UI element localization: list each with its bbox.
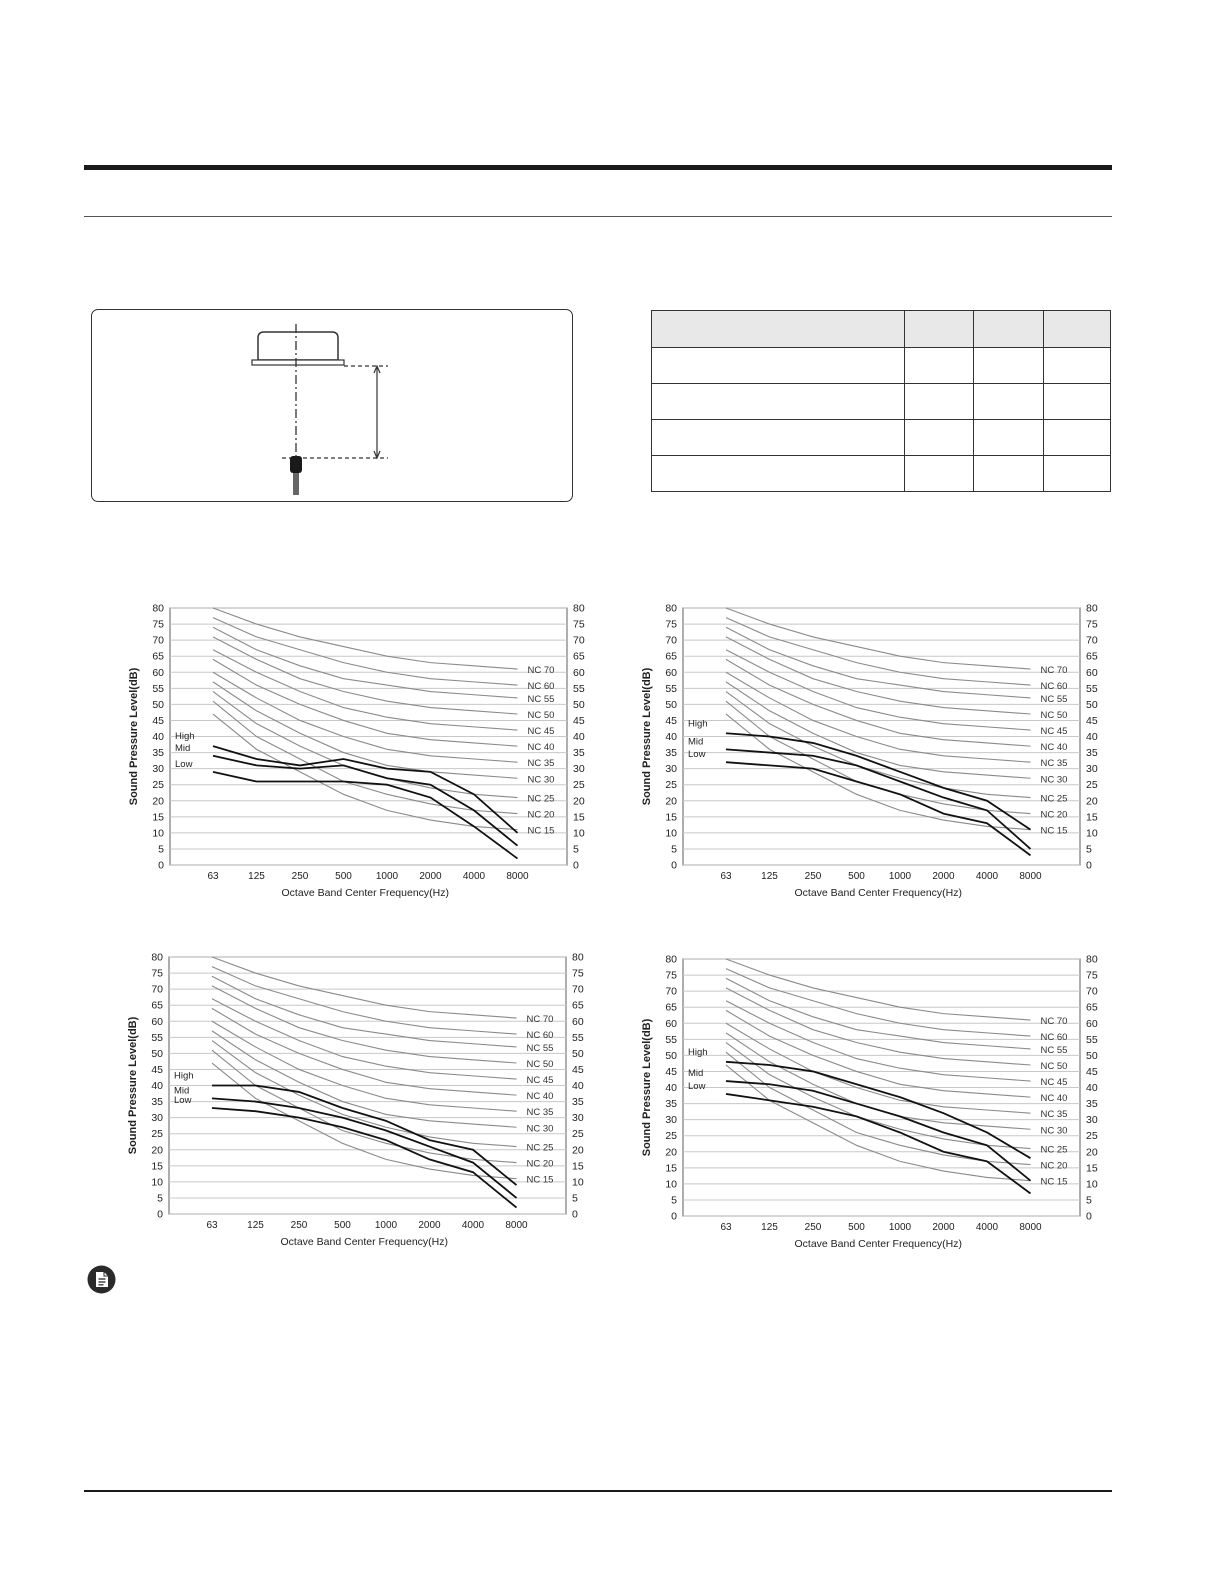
x-tick-label: 125 xyxy=(247,1220,264,1231)
table-cell xyxy=(974,420,1044,456)
y-tick-label: 80 xyxy=(151,951,163,964)
nc-curve-label: NC 25 xyxy=(1040,793,1068,805)
nc-curve-label: NC 60 xyxy=(527,681,555,693)
x-tick-label: 2000 xyxy=(932,871,955,882)
y-tick-label: 25 xyxy=(151,1128,163,1141)
nc-curve-label: NC 25 xyxy=(527,793,555,805)
y-tick-label: 55 xyxy=(665,1033,677,1046)
nc-curve-label: NC 25 xyxy=(526,1142,554,1154)
nc-curve-label: NC 30 xyxy=(527,774,555,786)
y-tick-label-right: 25 xyxy=(1086,779,1098,792)
y-tick-label: 15 xyxy=(665,811,677,824)
nc-curve-label: NC 35 xyxy=(527,758,555,770)
nc-curve-label: NC 50 xyxy=(1040,1061,1068,1073)
x-tick-label: 8000 xyxy=(1019,871,1042,882)
y-tick-label: 75 xyxy=(152,618,164,631)
y-tick-label: 20 xyxy=(665,1146,677,1159)
nc-chart-1 xyxy=(120,598,590,898)
y-tick-label-right: 55 xyxy=(1086,682,1098,695)
y-tick-label: 5 xyxy=(671,1194,677,1207)
table-cell xyxy=(974,456,1044,492)
nc-curve-label: NC 70 xyxy=(1040,665,1068,677)
nc-curve-label: NC 55 xyxy=(527,693,555,705)
measurement-diagram-drawing xyxy=(92,310,574,503)
nc-chart-4 xyxy=(633,949,1103,1249)
series-label: High xyxy=(688,1046,708,1058)
x-tick-label: 2000 xyxy=(418,1220,441,1231)
table-cell xyxy=(1044,420,1111,456)
table-cell xyxy=(1044,456,1111,492)
nc-curve-label: NC 55 xyxy=(1040,1044,1068,1056)
nc-curve-label: NC 15 xyxy=(526,1174,554,1186)
y-tick-label: 5 xyxy=(671,843,677,856)
y-tick-label: 45 xyxy=(151,1063,163,1076)
nc-curve-label: NC 35 xyxy=(1040,758,1068,770)
y-tick-label: 65 xyxy=(665,650,677,663)
y-tick-label-right: 20 xyxy=(572,1144,584,1157)
y-tick-label: 65 xyxy=(152,650,164,663)
y-tick-label-right: 75 xyxy=(1086,618,1098,631)
y-tick-label-right: 15 xyxy=(573,811,585,824)
y-tick-label: 80 xyxy=(152,602,164,615)
y-tick-label-right: 0 xyxy=(572,1208,578,1221)
y-tick-label: 0 xyxy=(158,859,164,872)
table-header-cell xyxy=(652,311,905,348)
y-tick-label: 60 xyxy=(152,666,164,679)
y-tick-label-right: 10 xyxy=(573,827,585,840)
nc-curve-label: NC 60 xyxy=(1040,1032,1068,1044)
y-tick-label: 70 xyxy=(665,634,677,647)
y-tick-label: 50 xyxy=(665,1049,677,1062)
nc-curve-label: NC 40 xyxy=(526,1091,554,1103)
y-tick-label-right: 45 xyxy=(1086,714,1098,727)
y-tick-label: 45 xyxy=(665,714,677,727)
y-tick-label: 30 xyxy=(151,1112,163,1125)
nc-curve-label: NC 40 xyxy=(1040,1093,1068,1105)
table-cell xyxy=(652,348,905,384)
y-tick-label: 40 xyxy=(665,731,677,743)
indoor-unit-shape xyxy=(258,332,338,360)
nc-curve-label: NC 20 xyxy=(527,809,555,821)
y-tick-label: 30 xyxy=(665,1114,677,1127)
x-tick-label: 63 xyxy=(720,1222,732,1233)
y-tick-label: 5 xyxy=(157,1192,163,1205)
y-tick-label: 80 xyxy=(665,953,677,966)
x-tick-label: 250 xyxy=(291,871,309,882)
nc-curve-label: NC 60 xyxy=(526,1030,554,1042)
y-tick-label: 65 xyxy=(151,999,163,1012)
nc-curve-label: NC 15 xyxy=(1040,1176,1068,1188)
y-tick-label: 75 xyxy=(665,618,677,631)
y-tick-label: 70 xyxy=(665,985,677,998)
table-header-cell xyxy=(1044,311,1111,348)
y-tick-label: 25 xyxy=(152,779,164,792)
x-axis-label: Octave Band Center Frequency(Hz) xyxy=(794,887,962,898)
nc-curve-label: NC 50 xyxy=(1040,710,1068,722)
header-rule-thin xyxy=(84,216,1112,217)
y-tick-label-right: 80 xyxy=(573,602,585,615)
y-tick-label-right: 15 xyxy=(1086,811,1098,824)
y-tick-label: 15 xyxy=(665,1162,677,1175)
series-label: Low xyxy=(688,749,706,761)
microphone-stand xyxy=(293,473,299,495)
y-tick-label: 40 xyxy=(665,1082,677,1094)
y-tick-label: 75 xyxy=(151,967,163,980)
y-tick-label: 35 xyxy=(151,1096,163,1109)
x-tick-label: 250 xyxy=(804,871,822,882)
y-tick-label-right: 65 xyxy=(1086,1001,1098,1014)
y-tick-label-right: 60 xyxy=(1086,666,1098,679)
y-tick-label: 50 xyxy=(665,698,677,711)
y-tick-label-right: 50 xyxy=(572,1047,584,1060)
nc-curve-label: NC 40 xyxy=(527,742,555,754)
nc-curve-label: NC 45 xyxy=(1040,1077,1068,1089)
y-tick-label-right: 75 xyxy=(572,967,584,980)
nc-curve-label: NC 35 xyxy=(1040,1109,1068,1121)
y-tick-label-right: 0 xyxy=(1086,859,1092,872)
y-tick-label: 20 xyxy=(151,1144,163,1157)
x-axis-label: Octave Band Center Frequency(Hz) xyxy=(794,1238,962,1249)
y-tick-label-right: 15 xyxy=(1086,1162,1098,1175)
y-tick-label-right: 70 xyxy=(1086,985,1098,998)
y-tick-label-right: 80 xyxy=(1086,953,1098,966)
y-tick-label: 55 xyxy=(151,1031,163,1044)
y-tick-label-right: 10 xyxy=(1086,827,1098,840)
y-tick-label: 25 xyxy=(665,1130,677,1143)
y-tick-label: 0 xyxy=(671,859,677,872)
x-tick-label: 63 xyxy=(720,871,732,882)
nc-curve-label: NC 55 xyxy=(526,1042,554,1054)
y-tick-label: 15 xyxy=(152,811,164,824)
table-cell xyxy=(905,456,974,492)
series-label: High xyxy=(174,1070,194,1082)
table-cell xyxy=(652,456,905,492)
y-tick-label-right: 20 xyxy=(573,795,585,808)
y-tick-label-right: 20 xyxy=(1086,1146,1098,1159)
y-tick-label-right: 25 xyxy=(573,779,585,792)
y-tick-label-right: 45 xyxy=(573,714,585,727)
x-tick-label: 8000 xyxy=(1019,1222,1042,1233)
nc-curve-label: NC 15 xyxy=(527,825,555,837)
table-cell xyxy=(905,384,974,420)
x-tick-label: 1000 xyxy=(375,871,399,882)
y-tick-label-right: 35 xyxy=(572,1096,584,1109)
table-cell xyxy=(905,420,974,456)
x-tick-label: 250 xyxy=(804,1222,822,1233)
series-label: Low xyxy=(688,1080,706,1092)
nc-curve-label: NC 30 xyxy=(526,1123,554,1135)
y-tick-label-right: 55 xyxy=(1086,1033,1098,1046)
x-tick-label: 2000 xyxy=(419,871,442,882)
y-tick-label: 0 xyxy=(157,1208,163,1221)
y-tick-label: 80 xyxy=(665,602,677,615)
table-row xyxy=(652,420,1111,456)
nc-curve-label: NC 50 xyxy=(527,710,555,722)
y-tick-label-right: 25 xyxy=(572,1128,584,1141)
x-tick-label: 8000 xyxy=(505,1220,528,1231)
y-tick-label-right: 30 xyxy=(573,763,585,776)
y-tick-label-right: 15 xyxy=(572,1160,584,1173)
header-rule-thick xyxy=(84,165,1112,170)
x-tick-label: 4000 xyxy=(461,1220,485,1231)
y-tick-label: 30 xyxy=(665,763,677,776)
y-tick-label-right: 10 xyxy=(572,1176,584,1189)
table-cell xyxy=(905,348,974,384)
x-tick-label: 500 xyxy=(334,1220,351,1231)
y-tick-label: 35 xyxy=(665,1098,677,1111)
table-header-cell xyxy=(974,311,1044,348)
y-tick-label: 20 xyxy=(152,795,164,808)
series-label: Mid xyxy=(688,1068,704,1080)
y-axis-label: Sound Pressure Level(dB) xyxy=(127,1016,139,1155)
y-tick-label-right: 50 xyxy=(1086,698,1098,711)
x-tick-label: 125 xyxy=(761,1222,778,1233)
nc-curve-label: NC 55 xyxy=(1040,693,1068,705)
spec-table xyxy=(651,310,1111,492)
y-tick-label-right: 20 xyxy=(1086,795,1098,808)
nc-curve-label: NC 60 xyxy=(1040,681,1068,693)
table-cell xyxy=(974,384,1044,420)
table-header-cell xyxy=(905,311,974,348)
y-tick-label: 60 xyxy=(151,1015,163,1028)
y-tick-label: 75 xyxy=(665,969,677,982)
y-tick-label: 40 xyxy=(151,1080,163,1092)
nc-curve-label: NC 50 xyxy=(526,1059,554,1071)
y-tick-label: 0 xyxy=(671,1210,677,1223)
y-tick-label: 10 xyxy=(665,1178,677,1191)
note-icon xyxy=(87,1265,116,1294)
series-label: Low xyxy=(175,758,193,770)
x-tick-label: 500 xyxy=(335,871,352,882)
y-tick-label-right: 5 xyxy=(1086,1194,1092,1207)
y-tick-label-right: 80 xyxy=(572,951,584,964)
x-tick-label: 1000 xyxy=(888,871,912,882)
measurement-diagram xyxy=(91,309,573,502)
nc-curve-label: NC 45 xyxy=(526,1075,554,1087)
x-tick-label: 1000 xyxy=(374,1220,398,1231)
y-tick-label-right: 65 xyxy=(1086,650,1098,663)
y-tick-label-right: 65 xyxy=(573,650,585,663)
y-tick-label: 10 xyxy=(152,827,164,840)
y-tick-label-right: 0 xyxy=(1086,1210,1092,1223)
y-tick-label-right: 35 xyxy=(1086,747,1098,760)
y-tick-label-right: 25 xyxy=(1086,1130,1098,1143)
y-tick-label-right: 5 xyxy=(572,1192,578,1205)
y-axis-label: Sound Pressure Level(dB) xyxy=(641,667,653,806)
y-tick-label-right: 70 xyxy=(572,983,584,996)
y-tick-label: 65 xyxy=(665,1001,677,1014)
series-label: High xyxy=(688,718,708,730)
y-tick-label-right: 70 xyxy=(1086,634,1098,647)
y-tick-label: 70 xyxy=(151,983,163,996)
y-tick-label-right: 60 xyxy=(572,1015,584,1028)
nc-curve-label: NC 20 xyxy=(526,1158,554,1170)
y-tick-label: 25 xyxy=(665,779,677,792)
x-tick-label: 500 xyxy=(848,871,865,882)
nc-curve-label: NC 30 xyxy=(1040,1125,1068,1137)
x-tick-label: 2000 xyxy=(932,1222,955,1233)
table-header-row xyxy=(652,311,1111,348)
y-tick-label: 5 xyxy=(158,843,164,856)
y-tick-label: 60 xyxy=(665,1017,677,1030)
nc-curve-label: NC 20 xyxy=(1040,1160,1068,1172)
y-tick-label-right: 60 xyxy=(1086,1017,1098,1030)
y-tick-label-right: 35 xyxy=(1086,1098,1098,1111)
y-axis-label: Sound Pressure Level(dB) xyxy=(128,667,140,806)
y-tick-label-right: 60 xyxy=(573,666,585,679)
y-tick-label-right: 50 xyxy=(573,698,585,711)
y-tick-label-right: 0 xyxy=(573,859,579,872)
table-cell xyxy=(652,384,905,420)
table-cell xyxy=(974,348,1044,384)
nc-curve-label: NC 45 xyxy=(527,726,555,738)
table-row xyxy=(652,348,1111,384)
series-label: Mid xyxy=(688,736,704,748)
y-tick-label-right: 55 xyxy=(572,1031,584,1044)
y-tick-label: 70 xyxy=(152,634,164,647)
series-label: Mid xyxy=(175,742,191,754)
indoor-unit-panel xyxy=(252,360,344,365)
table-row xyxy=(652,384,1111,420)
y-tick-label-right: 30 xyxy=(1086,1114,1098,1127)
y-tick-label: 55 xyxy=(665,682,677,695)
nc-curve-label: NC 35 xyxy=(526,1107,554,1119)
y-tick-label-right: 75 xyxy=(573,618,585,631)
x-axis-label: Octave Band Center Frequency(Hz) xyxy=(280,1236,448,1247)
y-tick-label: 45 xyxy=(152,714,164,727)
nc-chart-2 xyxy=(633,598,1103,898)
footer-rule xyxy=(84,1490,1112,1492)
y-tick-label-right: 80 xyxy=(1086,602,1098,615)
table-row xyxy=(652,456,1111,492)
y-tick-label-right: 40 xyxy=(572,1080,584,1092)
nc-curve-label: NC 70 xyxy=(526,1014,554,1026)
nc-curve-label: NC 70 xyxy=(527,665,555,677)
nc-curve-label: NC 40 xyxy=(1040,742,1068,754)
series-label: High xyxy=(175,731,195,743)
x-tick-label: 125 xyxy=(248,871,265,882)
y-tick-label-right: 5 xyxy=(1086,843,1092,856)
x-tick-label: 125 xyxy=(761,871,778,882)
x-tick-label: 4000 xyxy=(462,871,486,882)
y-tick-label-right: 5 xyxy=(573,843,579,856)
x-tick-label: 63 xyxy=(206,1220,218,1231)
y-tick-label-right: 40 xyxy=(573,731,585,743)
nc-curve-label: NC 70 xyxy=(1040,1016,1068,1028)
y-tick-label: 55 xyxy=(152,682,164,695)
y-tick-label-right: 75 xyxy=(1086,969,1098,982)
table-cell xyxy=(652,420,905,456)
x-tick-label: 4000 xyxy=(975,871,999,882)
y-tick-label-right: 65 xyxy=(572,999,584,1012)
y-tick-label-right: 55 xyxy=(573,682,585,695)
y-tick-label-right: 10 xyxy=(1086,1178,1098,1191)
y-tick-label: 50 xyxy=(151,1047,163,1060)
table-cell xyxy=(1044,384,1111,420)
y-tick-label-right: 70 xyxy=(573,634,585,647)
y-tick-label-right: 35 xyxy=(573,747,585,760)
y-tick-label-right: 40 xyxy=(1086,1082,1098,1094)
y-axis-label: Sound Pressure Level(dB) xyxy=(641,1018,653,1157)
x-tick-label: 63 xyxy=(207,871,219,882)
y-tick-label-right: 30 xyxy=(1086,763,1098,776)
y-tick-label-right: 45 xyxy=(572,1063,584,1076)
y-tick-label: 10 xyxy=(665,827,677,840)
x-axis-label: Octave Band Center Frequency(Hz) xyxy=(281,887,449,898)
x-tick-label: 8000 xyxy=(506,871,529,882)
nc-curve-label: NC 20 xyxy=(1040,809,1068,821)
microphone-head xyxy=(290,456,302,473)
y-tick-label: 50 xyxy=(152,698,164,711)
y-tick-label: 15 xyxy=(151,1160,163,1173)
nc-curve-label: NC 25 xyxy=(1040,1144,1068,1156)
y-tick-label-right: 50 xyxy=(1086,1049,1098,1062)
y-tick-label: 30 xyxy=(152,763,164,776)
nc-curve-label: NC 45 xyxy=(1040,726,1068,738)
table-cell xyxy=(1044,348,1111,384)
y-tick-label-right: 45 xyxy=(1086,1065,1098,1078)
y-tick-label: 45 xyxy=(665,1065,677,1078)
nc-curve-label: NC 30 xyxy=(1040,774,1068,786)
y-tick-label-right: 30 xyxy=(572,1112,584,1125)
x-tick-label: 1000 xyxy=(888,1222,912,1233)
x-tick-label: 500 xyxy=(848,1222,865,1233)
y-tick-label: 35 xyxy=(152,747,164,760)
y-tick-label: 35 xyxy=(665,747,677,760)
series-label: Low xyxy=(174,1094,192,1106)
y-tick-label: 20 xyxy=(665,795,677,808)
nc-chart-3 xyxy=(119,947,589,1247)
y-tick-label: 10 xyxy=(151,1176,163,1189)
series-label: Mid xyxy=(174,1085,190,1097)
x-tick-label: 4000 xyxy=(975,1222,999,1233)
nc-curve-label: NC 15 xyxy=(1040,825,1068,837)
y-tick-label: 40 xyxy=(152,731,164,743)
y-tick-label-right: 40 xyxy=(1086,731,1098,743)
x-tick-label: 250 xyxy=(290,1220,308,1231)
y-tick-label: 60 xyxy=(665,666,677,679)
